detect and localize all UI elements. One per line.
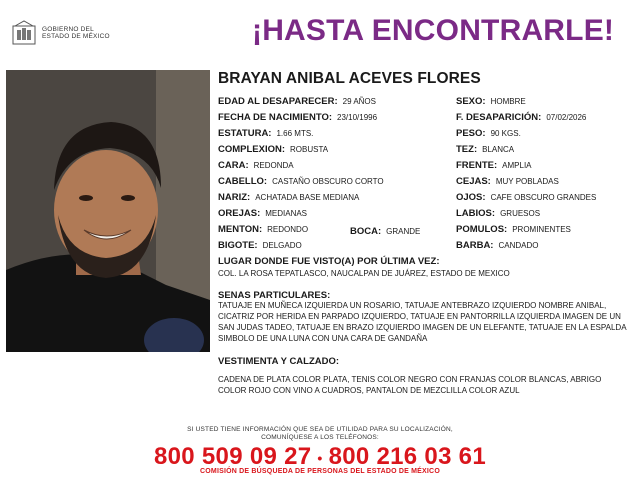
field-disappearance-date [456,112,586,123]
field-skin [456,144,514,155]
state-emblem-icon [10,20,38,46]
field-value: CAFE OBSCURO GRANDES [490,193,597,202]
field-hair [218,176,384,187]
field-label: OREJAS: [218,208,261,219]
field-value: CASTAÑO OBSCURO CORTO [272,177,384,186]
field-value: ROBUSTA [290,145,329,154]
logo-text [42,26,110,40]
field-weight [456,128,521,139]
field-label: MENTON: [218,224,263,235]
logo-line-1: GOBIERNO DEL [42,26,94,33]
field-mouth [350,226,420,237]
field-label: COMPLEXION: [218,144,286,155]
phone-numbers [0,443,640,471]
field-chin [218,224,308,235]
field-value: ACHATADA BASE MEDIANA [255,193,360,202]
field-label: TEZ: [456,144,478,155]
field-value: GRANDE [386,227,421,236]
field-label: SEXO: [456,96,486,107]
field-value: BLANCA [482,145,515,154]
field-value: PROMINENTES [512,225,571,234]
field-age [218,96,376,107]
field-sex [456,96,526,107]
field-label: CABELLO: [218,176,268,187]
field-value: 29 AÑOS [342,97,376,106]
field-value: MUY POBLADAS [495,177,559,186]
headline: ¡HASTA ENCONTRARLE! [252,14,615,47]
phone-number-2: 800 216 03 61 [328,443,486,470]
photo-illustration [6,70,210,352]
field-label: LABIOS: [456,208,496,219]
commission-name: COMISIÓN DE BÚSQUEDA DE PERSONAS DEL ESTADO DE MÉXICO [200,468,440,475]
field-label: BOCA: [350,226,382,237]
person-name: BRAYAN ANIBAL ACEVES FLORES [218,70,481,87]
logo-line-2: ESTADO DE MÉXICO [42,33,110,40]
marks-text: TATUAJE EN MUÑECA IZQUIERDA UN ROSARIO, TATUAJE ANTEBRAZO IZQUIERDO NOMBRE ANIBAL, CICATRIZ POR HERIDA EN PARPADO IZQUIERDO, TATUAJE EN PANTORRILLA IZQUIERDA IMAGEN DE UN SAN JUDAS TADEO, TATUAJE EN BRAZO IZQUIERDO IMAGEN DE UN ELEFANTE, TATUAJE EN LA ESPALDA SIMBOLO DE UNA LUNA CON UNA CARA DE GANDAÑA [218,301,627,343]
field-label: CEJAS: [456,176,491,187]
field-label: OJOS: [456,192,486,203]
field-label: FRENTE: [456,160,498,171]
field-eyebrows [456,176,559,187]
field-value: CANDADO [498,241,539,250]
field-value: REDONDO [267,225,309,234]
field-mustache [218,240,302,251]
field-face [218,160,294,171]
field-height [218,128,313,139]
field-value: HOMBRE [490,97,526,106]
field-label: POMULOS: [456,224,508,235]
field-cheekbones [456,224,571,235]
field-birthdate [218,112,377,123]
clothing-text: CADENA DE PLATA COLOR PLATA, TENIS COLOR NEGRO CON FRANJAS COLOR BLANCAS, ABRIGO COLOR ROJO CON VINO A CUADROS, PANTALON DE MEZCLILLA COLOR AZUL [218,375,602,395]
field-label: BIGOTE: [218,240,258,251]
field-value: 23/10/1996 [337,113,378,122]
field-label: ESTATURA: [218,128,272,139]
field-forehead [456,160,532,171]
phone-number-1: 800 509 09 27 [154,443,312,470]
field-eyes [456,192,596,203]
footer-note-line-2: COMUNÍQUESE A LOS TELÉFONOS: [261,434,379,441]
state-logo [10,20,110,46]
field-nose [218,192,359,203]
field-lips [456,208,540,219]
field-label: NARIZ: [218,192,251,203]
field-ears [218,208,307,219]
field-build [218,144,328,155]
field-label: EDAD AL DESAPARECER: [218,96,338,107]
field-value: GRUESOS [500,209,541,218]
last-seen-title: LUGAR DONDE FUE VISTO(A) POR ÚLTIMA VEZ: [218,256,440,267]
field-value: 90 KGS. [490,129,521,138]
person-photo [6,70,210,352]
field-value: DELGADO [262,241,302,250]
marks-title: SENAS PARTICULARES: [218,290,331,301]
clothing-title: VESTIMENTA Y CALZADO: [218,356,340,367]
field-value: 1.66 MTS. [276,129,314,138]
footer-note-line-1: SI USTED TIENE INFORMACIÓN QUE SEA DE UTILIDAD PARA SU LOCALIZACIÓN, [187,426,453,433]
field-label: CARA: [218,160,249,171]
field-label: PESO: [456,128,486,139]
phone-separator: • [317,449,323,466]
field-label: BARBA: [456,240,494,251]
field-value: REDONDA [253,161,294,170]
field-label: FECHA DE NACIMIENTO: [218,112,332,123]
field-beard [456,240,538,251]
field-label: F. DESAPARICIÓN: [456,112,542,123]
field-value: MEDIANAS [265,209,308,218]
field-value: 07/02/2026 [546,113,587,122]
last-seen-text: COL. LA ROSA TEPATLASCO, NAUCALPAN DE JUÁREZ, ESTADO DE MEXICO [218,269,510,278]
field-value: AMPLIA [502,161,532,170]
